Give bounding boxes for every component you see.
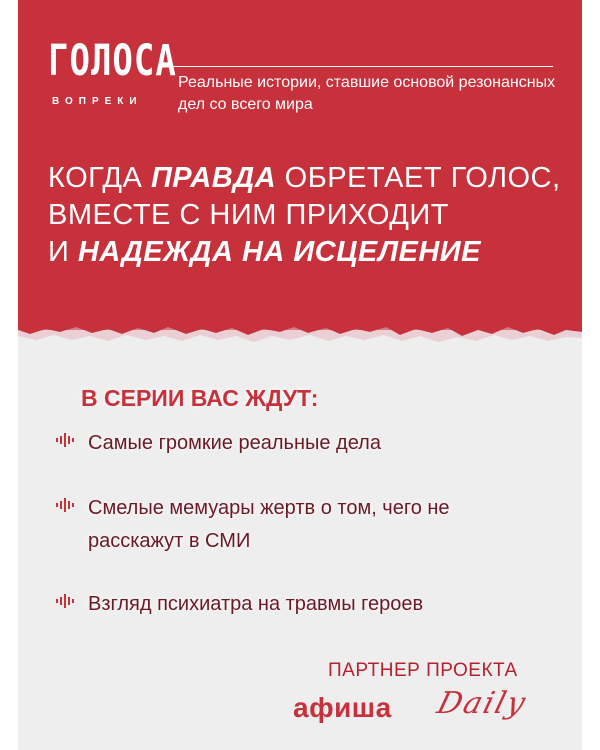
list-item-text: Взгляд психиатра на травмы героев [88,593,424,615]
headline-line-1: КОГДА ПРАВДА ОБРЕТАЕТ ГОЛОС, [48,162,561,194]
headline-emphasis-hope: НАДЕЖДА НА ИСЦЕЛЕНИЕ [77,236,481,268]
promo-card [18,0,582,750]
logo-wordmark: ГОЛОСА [48,36,177,87]
torn-paper-edge [18,300,582,360]
sound-wave-icon [56,498,74,512]
tagline: Реальные истории, ставшие основой резонансных дел со всего мира [178,74,556,113]
series-title: В СЕРИИ ВАС ЖДУТ: [81,385,319,411]
list-item-text: Самые громкие реальные дела [88,432,381,454]
tagline-divider [173,66,553,67]
headline-line-2: ВМЕСТЕ С НИМ ПРИХОДИТ [48,199,449,231]
daily-script-logo: Daily [433,686,531,721]
logo-subtitle: ВОПРЕКИ [52,96,143,107]
partner-label: ПАРТНЕР ПРОЕКТА [328,660,518,681]
sound-wave-icon [56,594,74,608]
afisha-logo: афиша [293,692,392,723]
headline-emphasis-truth: ПРАВДА [150,162,277,194]
sound-wave-icon [56,433,74,447]
golosa-voprekі-logo [48,36,178,120]
headline-line-3: И НАДЕЖДА НА ИСЦЕЛЕНИЕ [48,236,481,268]
list-item-text: Смелые мемуары жертв о том, чего не расскажут в СМИ [88,497,450,552]
headline [48,160,578,271]
